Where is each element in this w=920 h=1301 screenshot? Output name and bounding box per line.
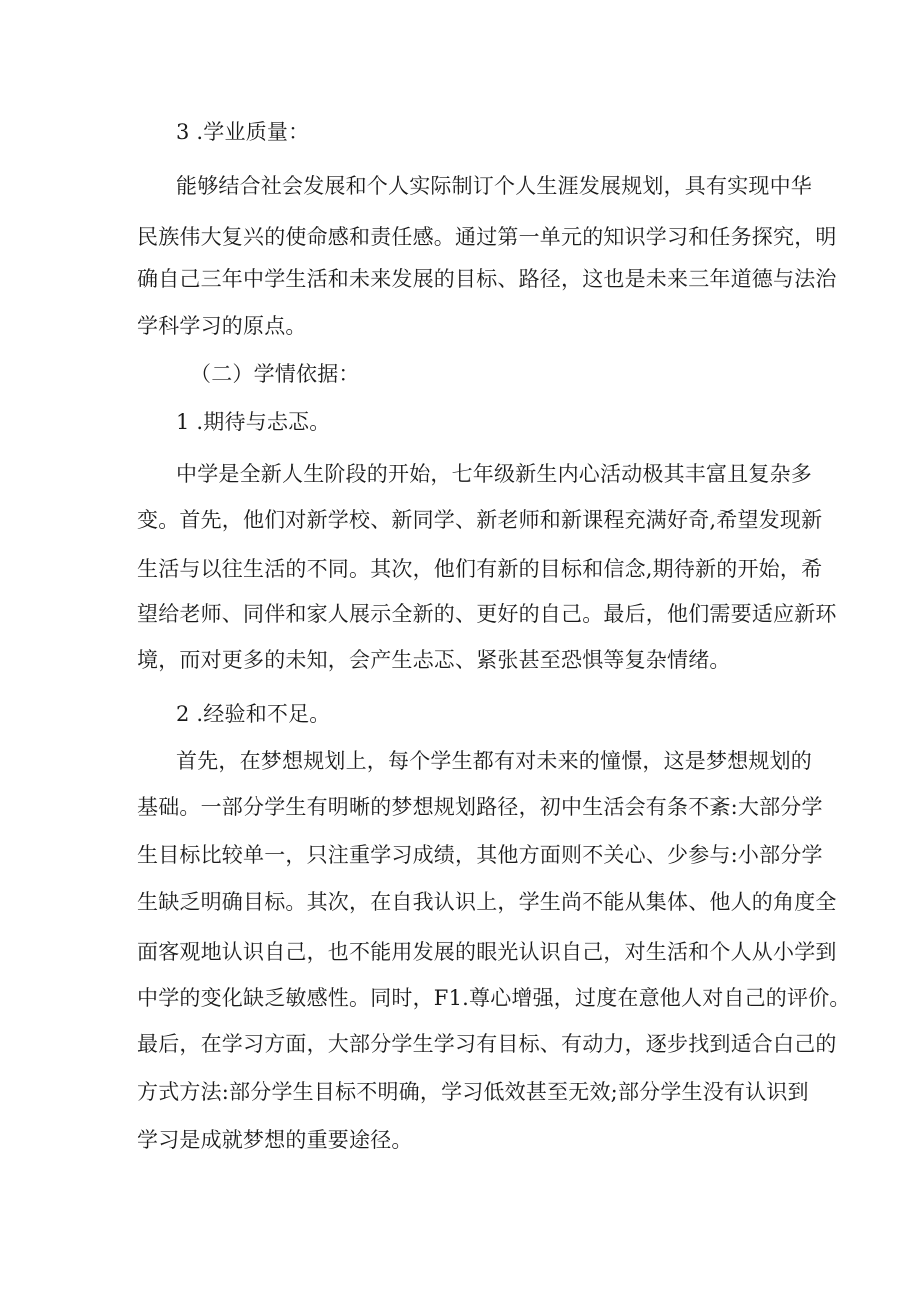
paragraph-line: 方式方法:部分学生目标不明确，学习低效甚至无效;部分学生没有认识到 [137, 1080, 809, 1104]
paragraph-line: 确自己三年中学生活和未来发展的目标、路径，这也是未来三年道德与法治 [137, 267, 837, 291]
paragraph-line: 学习是成就梦想的重要途径。 [137, 1128, 413, 1152]
paragraph-line: 面客观地认识自己，也不能用发展的眼光认识自己，对生活和个人从小学到 [137, 940, 837, 964]
paragraph-line: 首先，在梦想规划上，每个学生都有对未来的憧憬，这是梦想规划的 [176, 749, 812, 773]
paragraph-line: 望给老师、同伴和家人展示全新的、更好的自己。最后，他们需要适应新环 [137, 602, 837, 626]
subsection-heading: （二）学情依据： [190, 362, 360, 386]
paragraph-line: 境，而对更多的未知，会产生忐忑、紧张甚至恐惧等复杂情绪。 [137, 648, 731, 672]
paragraph-line: 能够结合社会发展和个人实际制订个人生涯发展规划，具有实现中华 [176, 174, 812, 198]
paragraph-line: 中学是全新人生阶段的开始，七年级新生内心活动极其丰富且复杂多 [176, 462, 812, 486]
paragraph-line: 生目标比较单一，只注重学习成绩，其他方面则不关心、少参与:小部分学 [137, 843, 823, 867]
paragraph-line: 生缺乏明确目标。其次，在自我认识上，学生尚不能从集体、他人的角度全 [137, 890, 837, 914]
paragraph-line: 最后，在学习方面，大部分学生学习有目标、有动力，逐步找到适合白己的 [137, 1032, 837, 1056]
paragraph-line: 基础。一部分学生有明晰的梦想规划路径，初中生活会有条不紊:大部分学 [137, 795, 823, 819]
item-heading: 2 .经验和不足。 [176, 702, 331, 726]
paragraph-line: 变。首先，他们对新学校、新同学、新老师和新课程充满好奇,希望发现新 [137, 508, 823, 532]
paragraph-line: 学科学习的原点。 [137, 314, 307, 338]
paragraph-line: 民族伟大复兴的使命感和责任感。通过第一单元的知识学习和任务探究，明 [137, 225, 837, 249]
item-heading: 1 .期待与忐忑。 [176, 410, 331, 434]
paragraph-line: 中学的变化缺乏敏感性。同时，F1.尊心增强，过度在意他人对自己的评价。 [137, 986, 851, 1010]
section-heading: 3 .学业质量： [176, 120, 310, 144]
paragraph-line: 生活与以往生活的不同。其次，他们有新的目标和信念,期待新的开始，希 [137, 557, 823, 581]
